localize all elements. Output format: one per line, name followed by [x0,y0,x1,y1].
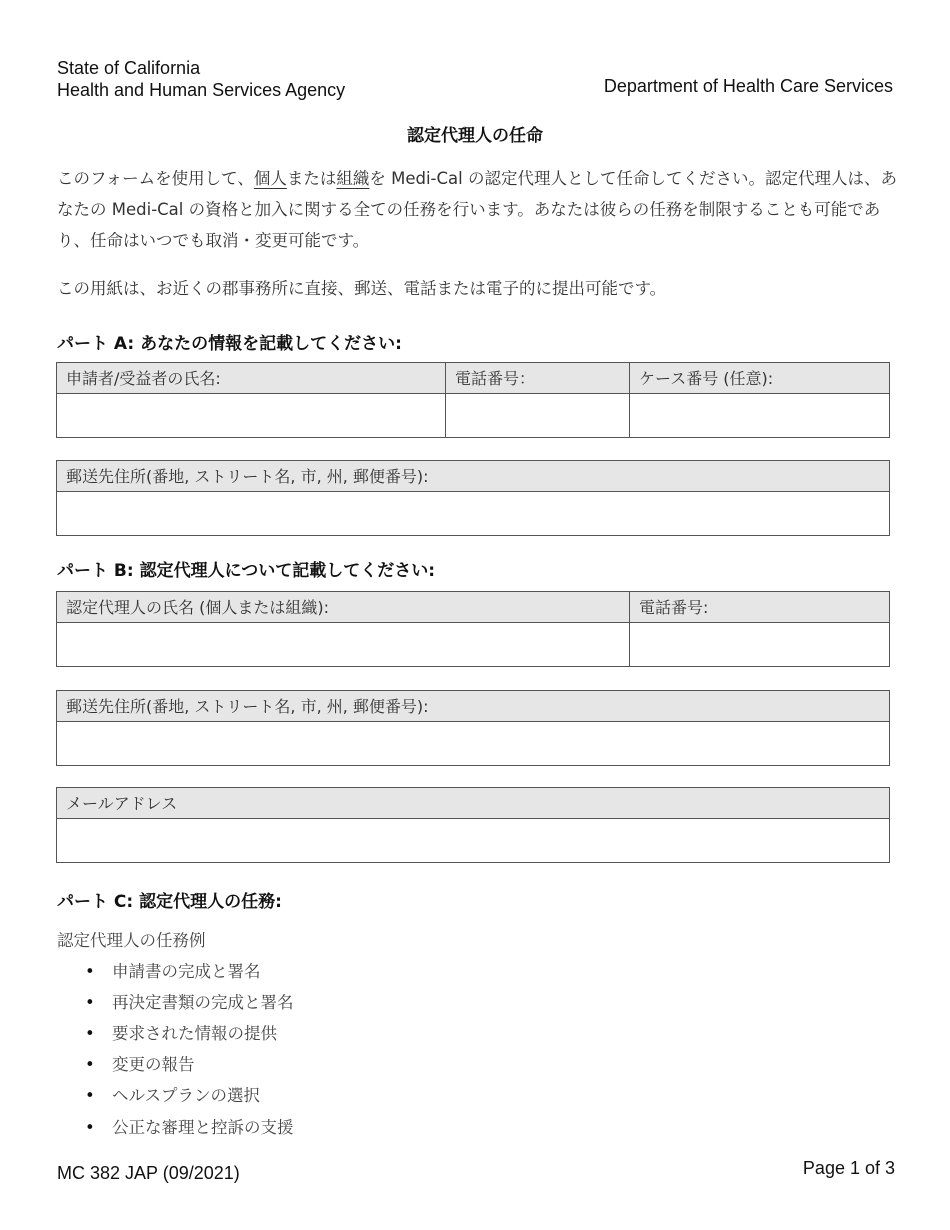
rep-address-field[interactable] [57,722,889,765]
state-name: State of California [57,58,201,78]
department-name: Department of Health Care Services [603,76,893,96]
applicant-phone-label: 電話番号： [445,363,629,394]
bullet-icon: • [85,993,95,1012]
list-item: • 再決定書類の完成と署名 [85,993,294,1012]
form-id: MC 382 JAP (09/2021) [57,1163,240,1183]
part-c-heading: パート C: 認定代理人の任務: [57,892,282,912]
list-item: • 申請書の完成と署名 [85,962,261,981]
part-b-heading: パート B: 認定代理人について記載してください: [57,561,436,581]
applicant-address-label: 郵送先住所(番地, ストリート名, 市, 州, 郵便番号): [57,461,889,492]
list-item: • 変更の報告 [85,1055,195,1074]
part-a-table [56,362,890,438]
rep-email-label: メールアドレス [57,788,889,819]
rep-email-field[interactable] [57,819,889,862]
rep-name-label: 認定代理人の氏名 (個人または組織): [57,592,629,623]
intro-individual: 個人 [253,169,287,188]
duties-examples-label: 認定代理人の任務例 [57,931,206,950]
part-b-address-box [56,690,890,766]
applicant-address-field[interactable] [57,492,889,535]
applicant-phone-field[interactable] [445,394,629,437]
bullet-icon: • [85,1086,95,1105]
part-b-email-box [56,787,890,863]
bullet-icon: • [85,1024,95,1043]
part-b-table [56,591,890,667]
case-number-field[interactable] [629,394,889,437]
case-number-label: ケース番号 (任意): [629,363,889,394]
rep-name-field[interactable] [57,623,629,666]
intro-text-2: または [286,169,337,188]
bullet-icon: • [85,1118,95,1137]
rep-phone-label: 電話番号: [629,592,889,623]
list-item: • 公正な審理と控訴の支援 [85,1118,294,1137]
applicant-name-field[interactable] [57,394,445,437]
agency-name: Health and Human Services Agency [57,80,346,100]
list-item: • 要求された情報の提供 [85,1024,277,1043]
submission-note: この用紙は、お近くの郡事務所に直接、郵送、電話または電子的に提出可能です。 [57,279,667,298]
bullet-icon: • [85,962,95,981]
list-item: • ヘルスプランの選択 [85,1086,261,1105]
page-number: Page 1 of 3 [802,1158,895,1178]
rep-phone-field[interactable] [629,623,889,666]
bullet-icon: • [85,1055,95,1074]
page-title: 認定代理人の任命 [407,126,543,146]
part-a-heading: パート A: あなたの情報を記載してください: [57,334,402,354]
intro-paragraph [57,163,897,256]
intro-text-1: このフォームを使用して、 [57,169,254,188]
intro-text-3: を Medi-Cal の認定代理人として任命してください。認定代理人は、あなたの Medi-Cal の資格と加入に関する全ての任務を行います。あなたは彼らの任務を制限することも可能であり、任命はいつでも取消・変更可能です。 [57,169,897,250]
part-a-address-box [56,460,890,536]
rep-address-label: 郵送先住所(番地, ストリート名, 市, 州, 郵便番号): [57,691,889,722]
applicant-name-label: 申請者/受益者の氏名: [57,363,445,394]
intro-organization: 組織 [336,169,370,188]
